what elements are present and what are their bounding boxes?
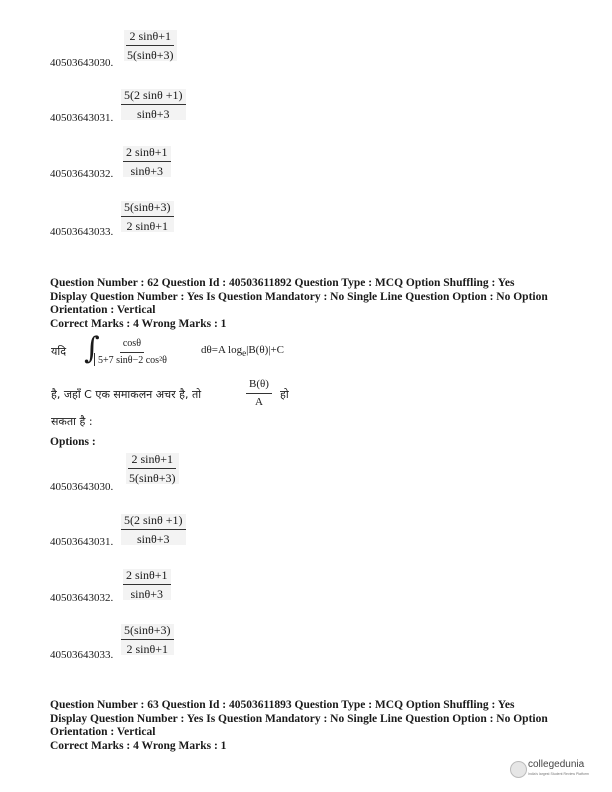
options-label: Options :: [50, 436, 96, 448]
fraction-denominator: sinθ+3: [130, 587, 164, 601]
option-fraction: [124, 30, 177, 61]
option-fraction: [121, 624, 174, 655]
option-fraction: [126, 453, 179, 484]
fraction-denominator: 5(sinθ+3): [127, 48, 174, 62]
hindi-statement: है, जहाँ C एक समाकलन अचर है, तो: [51, 388, 202, 401]
option-fraction: [123, 146, 171, 177]
question-meta-line: Question Number : 62 Question Id : 40503611892 Question Type : MCQ Option Shuffling : Yes: [50, 277, 515, 289]
hindi-statement-end: हो: [280, 388, 289, 401]
hindi-statement-line3: सकता है :: [51, 415, 93, 428]
option-id: 40503643031.: [50, 536, 114, 548]
fraction-numerator: 5(2 sinθ +1): [121, 89, 186, 105]
fraction-numerator: 5(sinθ+3): [121, 201, 174, 217]
fraction-numerator: 5(sinθ+3): [121, 624, 174, 640]
integral-sign: ∫: [84, 331, 100, 366]
fraction-denominator: 5(sinθ+3): [129, 471, 176, 485]
fraction-denominator: sinθ+3: [136, 107, 170, 121]
collegedunia-logo: [510, 757, 600, 783]
fraction-denominator: 2 sinθ+1: [126, 219, 169, 233]
integral-rhs: [201, 344, 284, 358]
logo-text: collegedunia: [528, 759, 585, 770]
integrand-numerator: cosθ: [120, 339, 144, 353]
option-id: 40503643033.: [50, 226, 114, 238]
ratio-fraction: [246, 379, 272, 408]
mascot-icon: [510, 761, 527, 778]
fraction-numerator: 2 sinθ+1: [126, 30, 174, 46]
logo-tagline: India's largest Student Review Platform: [528, 772, 589, 776]
question-meta-line: Display Question Number : Yes Is Question Mandatory : No Single Line Question Option : No Option: [50, 712, 548, 725]
question-meta-line: Orientation : Vertical: [50, 304, 156, 316]
fraction-numerator: 2 sinθ+1: [123, 146, 171, 162]
fraction-denominator: 2 sinθ+1: [126, 642, 169, 656]
integrand-fraction: [94, 339, 170, 366]
option-id: 40503643031.: [50, 112, 114, 124]
rhs-tail: |B(θ)|+C: [246, 344, 285, 356]
option-id: 40503643030.: [50, 57, 114, 69]
option-fraction: [121, 514, 186, 545]
option-id: 40503643033.: [50, 649, 114, 661]
rhs-text: dθ=A log: [201, 344, 243, 356]
fraction-denominator: sinθ+3: [130, 164, 164, 178]
log-base: e: [242, 348, 247, 359]
question-63-header: [50, 699, 548, 753]
option-id: 40503643032.: [50, 592, 114, 604]
option-fraction: [123, 569, 171, 600]
question-meta-line: Orientation : Vertical: [50, 726, 156, 738]
ratio-numerator: B(θ): [246, 379, 272, 394]
hindi-if-word: यदि: [51, 345, 67, 358]
ratio-denominator: A: [254, 396, 263, 408]
fraction-numerator: 2 sinθ+1: [128, 453, 176, 469]
question-meta-line: Display Question Number : Yes Is Question Mandatory : No Single Line Question Option : No Option: [50, 290, 548, 303]
fraction-numerator: 5(2 sinθ +1): [121, 514, 186, 530]
option-fraction: [121, 89, 186, 120]
question-marks: Correct Marks : 4 Wrong Marks : 1: [50, 317, 227, 330]
question-meta-line: Question Number : 63 Question Id : 40503611893 Question Type : MCQ Option Shuffling : Yes: [50, 699, 515, 711]
option-id: 40503643032.: [50, 168, 114, 180]
fraction-numerator: 2 sinθ+1: [123, 569, 171, 585]
question-marks: Correct Marks : 4 Wrong Marks : 1: [50, 739, 227, 752]
question-62-header: [50, 277, 548, 331]
integrand-denominator: 5+7 sinθ−2 cos²θ: [94, 353, 170, 366]
option-fraction: [121, 201, 174, 232]
option-id: 40503643030.: [50, 481, 114, 493]
fraction-denominator: sinθ+3: [136, 532, 170, 546]
